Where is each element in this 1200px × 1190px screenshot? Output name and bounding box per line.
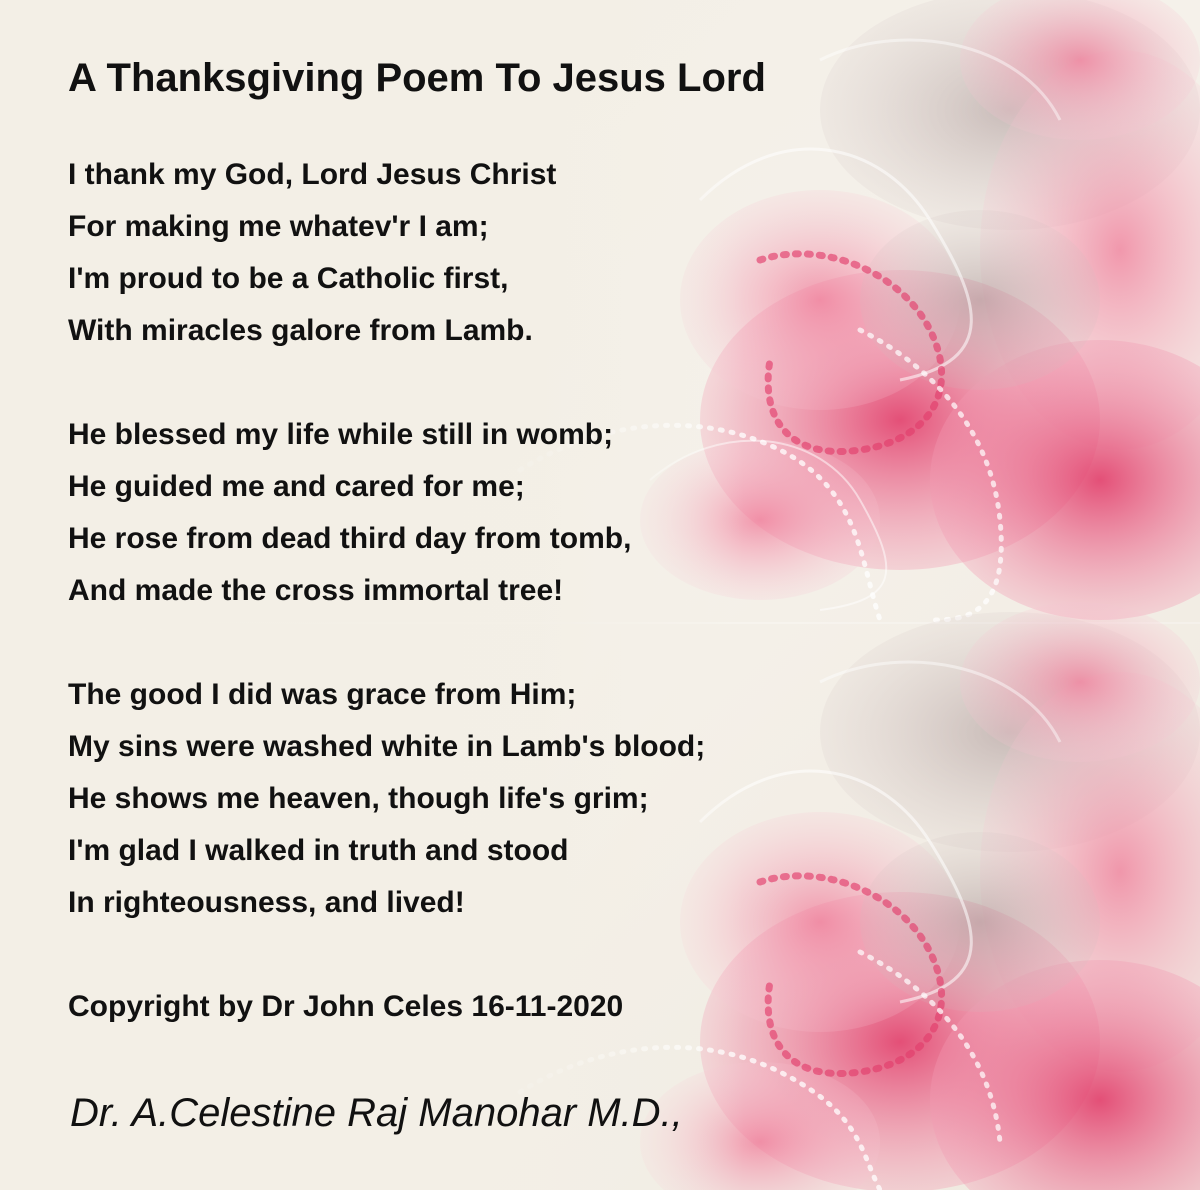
poem-line: My sins were washed white in Lamb's blood;: [68, 730, 706, 763]
poem-line: He blessed my life while still in womb;: [68, 418, 614, 451]
poem-line: I thank my God, Lord Jesus Christ: [68, 158, 557, 191]
poem-line: For making me whatev'r I am;: [68, 210, 489, 243]
poem-line: He shows me heaven, though life's grim;: [68, 782, 649, 815]
poem-title: A Thanksgiving Poem To Jesus Lord: [68, 56, 766, 100]
poem-line: And made the cross immortal tree!: [68, 574, 564, 607]
poem-line: I'm proud to be a Catholic first,: [68, 262, 509, 295]
author-name: Dr. A.Celestine Raj Manohar M.D.,: [70, 1091, 683, 1135]
poem-line: I'm glad I walked in truth and stood: [68, 834, 569, 867]
poem-line: He rose from dead third day from tomb,: [68, 522, 632, 555]
poem-line: With miracles galore from Lamb.: [68, 314, 533, 347]
copyright-line: Copyright by Dr John Celes 16-11-2020: [68, 990, 624, 1023]
poem-line: In righteousness, and lived!: [68, 886, 465, 919]
poem-line: The good I did was grace from Him;: [68, 678, 577, 711]
poem-line: He guided me and cared for me;: [68, 470, 525, 503]
